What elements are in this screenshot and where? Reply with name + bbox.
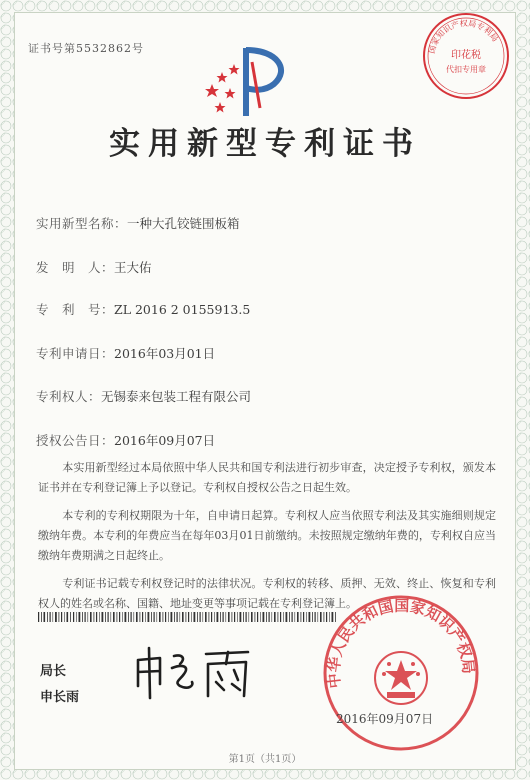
certificate-body (38, 458, 496, 614)
director-signature (130, 642, 260, 702)
filing-date-row (36, 344, 215, 362)
patent-number-row (36, 300, 250, 318)
barcode (38, 612, 338, 622)
inventor-label: 发 明 人： (36, 260, 115, 275)
utility-model-name-label: 实用新型名称： (36, 216, 128, 231)
svg-text:国家知识产权局专利局: 国家知识产权局专利局 (427, 18, 500, 55)
director-title: 局长 (40, 664, 67, 679)
stamp-duty-seal (418, 8, 514, 104)
svg-text:代扣专用章: 代扣专用章 (446, 65, 486, 74)
svg-text:中华人民共和国国家知识产权局: 中华人民共和国国家知识产权局 (324, 596, 478, 690)
utility-model-name-value: 一种大孔铰链围板箱 (127, 216, 240, 231)
certificate-number: 证书号第5532862号 (28, 42, 144, 55)
body-paragraph-2: 本专利的专利权期限为十年，自申请日起算。专利权人应当依照专利法及其实施细则规定缴纳年费。本专利的年费应当在每年03月01日前缴纳。未按照规定缴纳年费的，专利权自应当缴纳年费期满之日起终止。 (38, 509, 496, 562)
body-paragraph-1: 本实用新型经过本局依照中华人民共和国专利法进行初步审查，决定授予专利权，颁发本证书并在专利登记簿上予以登记。专利权自授权公告之日起生效。 (38, 461, 496, 494)
patentee-label: 专利权人： (36, 389, 102, 404)
national-ip-office-seal (320, 592, 482, 754)
inventor-row (36, 258, 152, 276)
patentee-value: 无锡泰来包装工程有限公司 (101, 389, 252, 404)
patent-office-emblem (200, 42, 295, 122)
page-number: 第1页（共1页） (228, 754, 302, 765)
grant-date-row (36, 431, 215, 449)
patent-number-value: ZL 2016 2 0155913.5 (114, 302, 251, 317)
inventor-value: 王大佑 (114, 260, 152, 275)
filing-date-label: 专利申请日： (36, 346, 115, 361)
seal-date: 2016年09月07日 (336, 712, 434, 726)
patent-number-label: 专 利 号： (36, 302, 115, 317)
body-paragraph-3: 专利证书记载专利权登记时的法律状况。专利权的转移、质押、无效、终止、恢复和专利权人的姓名或名称、国籍、地址变更等事项记载在专利登记簿上。 (38, 577, 496, 610)
grant-date-label: 授权公告日： (36, 433, 115, 448)
svg-text:印花税: 印花税 (451, 50, 481, 61)
certificate-title: 实用新型专利证书 (109, 126, 421, 162)
filing-date-value: 2016年03月01日 (114, 346, 216, 361)
patentee-row (36, 387, 251, 405)
utility-model-name-row (36, 214, 240, 232)
director-name: 申长雨 (40, 690, 80, 705)
grant-date-value: 2016年09月07日 (114, 433, 216, 448)
